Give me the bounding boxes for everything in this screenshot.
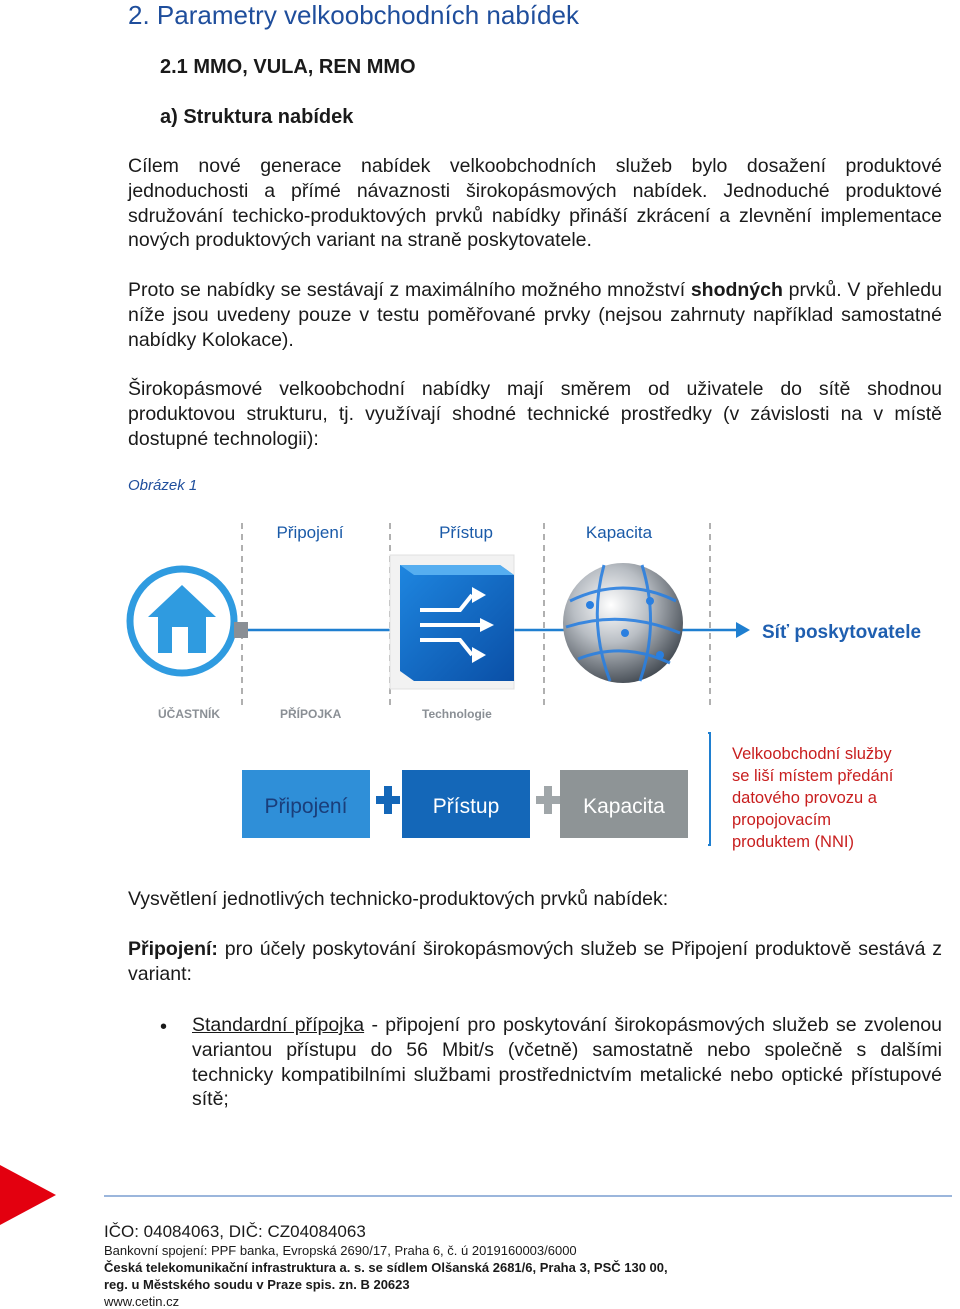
- subsection-heading: 2.1 MMO, VULA, REN MMO: [160, 56, 416, 78]
- pripojeni-term: Připojení:: [128, 938, 218, 960]
- intro-paragraph: Cílem nové generace nabídek velkoobchodních služeb bylo dosažení produktové jednoduchosti a přímé návaznosti širokopásmových nabídek. Jednoduché produktové sdružování techicko-produktových prvků nabídky přináší zkrácení a zlevnění implementace nových produktových variant na straně poskytovatele.: [128, 155, 942, 252]
- top-label-pripojeni: Připojení: [276, 523, 344, 542]
- footer-registry: reg. u Městského soudu v Praze spis. zn. B 20623: [104, 1277, 410, 1292]
- svg-text:se liší místem předání: se liší místem předání: [732, 767, 894, 785]
- top-label-kapacita: Kapacita: [585, 523, 653, 542]
- pripojeni-definition: pro účely poskytování širokopásmových služeb se Připojení produktově sestává z variant:: [128, 938, 942, 985]
- svg-text:produktem (NNI): produktem (NNI): [732, 833, 854, 851]
- footer-company: Česká telekomunikační infrastruktura a. s. se sídlem Olšanská 2681/6, Praha 3, PSČ 130 00,: [104, 1260, 668, 1275]
- house-icon: [130, 569, 234, 673]
- explanation-heading: Vysvětlení jednotlivých technicko-produktových prvků nabídek:: [128, 888, 669, 910]
- label-technologie: Technologie: [422, 707, 492, 721]
- box-pristup-label: Přístup: [432, 795, 500, 818]
- structure-figure: [120, 505, 950, 855]
- standard-pripojka-term: Standardní přípojka: [192, 1014, 365, 1036]
- figure-caption: Obrázek 1: [128, 477, 198, 494]
- note-text: [732, 745, 894, 851]
- footer-divider: [104, 1195, 952, 1197]
- shared-elements-paragraph: [128, 278, 942, 352]
- list-item-text: - připojení pro poskytování širokopásmových služeb se zvolenou variantou přístupu do 56 Mbit/s (včetně) samostatně nebo společně s dalšími technicky kompatibilními službami prostřednictvím metalické nebo optické přístupové sítě;: [192, 1014, 942, 1111]
- p2-text-start: Proto se nabídky se sestávají z maximálního možného množství: [128, 279, 691, 301]
- globe-icon: [563, 563, 683, 683]
- network-label: Síť poskytovatele: [762, 622, 922, 643]
- footer-logo-triangle: [0, 1165, 56, 1225]
- label-ucastnik: ÚČASTNÍK: [158, 707, 220, 721]
- svg-text:datového provozu a: datového provozu a: [732, 789, 877, 807]
- pripojeni-paragraph: [128, 937, 942, 987]
- plus-icon-1: [376, 786, 400, 814]
- note-bracket: [708, 733, 710, 845]
- access-device-icon: [390, 555, 514, 689]
- p2-bold-word: shodných: [690, 279, 783, 301]
- top-label-pristup: Přístup: [439, 523, 493, 542]
- arrow-head: [736, 622, 750, 638]
- p2-text-end: prvků. V přehledu níže jsou uvedeny pouze v testu poměřované prvky (nejsou zahrnuty například samostatné nabídky Kolokace).: [128, 279, 942, 351]
- svg-text:propojovacím: propojovacím: [732, 811, 832, 829]
- svg-text:Velkoobchodní služby: Velkoobchodní služby: [732, 745, 892, 763]
- list-bullet: •: [160, 1016, 168, 1038]
- structure-paragraph: Širokopásmové velkoobchodní nabídky mají směrem od uživatele do sítě shodnou produktovou strukturu, tj. využívají shodné technické prostředky (v závislosti na v místě dostupné technologii):: [128, 378, 942, 450]
- section-heading: 2. Parametry velkoobchodních nabídek: [128, 0, 579, 30]
- subsubsection-heading: a) Struktura nabídek: [160, 106, 354, 128]
- footer-website[interactable]: www.cetin.cz: [104, 1294, 180, 1309]
- footer-bank: Bankovní spojení: PPF banka, Evropská 2690/17, Praha 6, č. ú 2019160003/6000: [104, 1243, 577, 1258]
- footer-ico: IČO: 04084063, DIČ: CZ04084063: [104, 1222, 366, 1241]
- socket-icon: [234, 622, 248, 638]
- box-pripojeni-label: Připojení: [264, 795, 348, 818]
- list-item: [192, 1013, 942, 1112]
- plus-icon-2: [536, 786, 560, 814]
- label-pripojka: PŘÍPOJKA: [280, 707, 342, 721]
- box-kapacita-label: Kapacita: [583, 795, 665, 818]
